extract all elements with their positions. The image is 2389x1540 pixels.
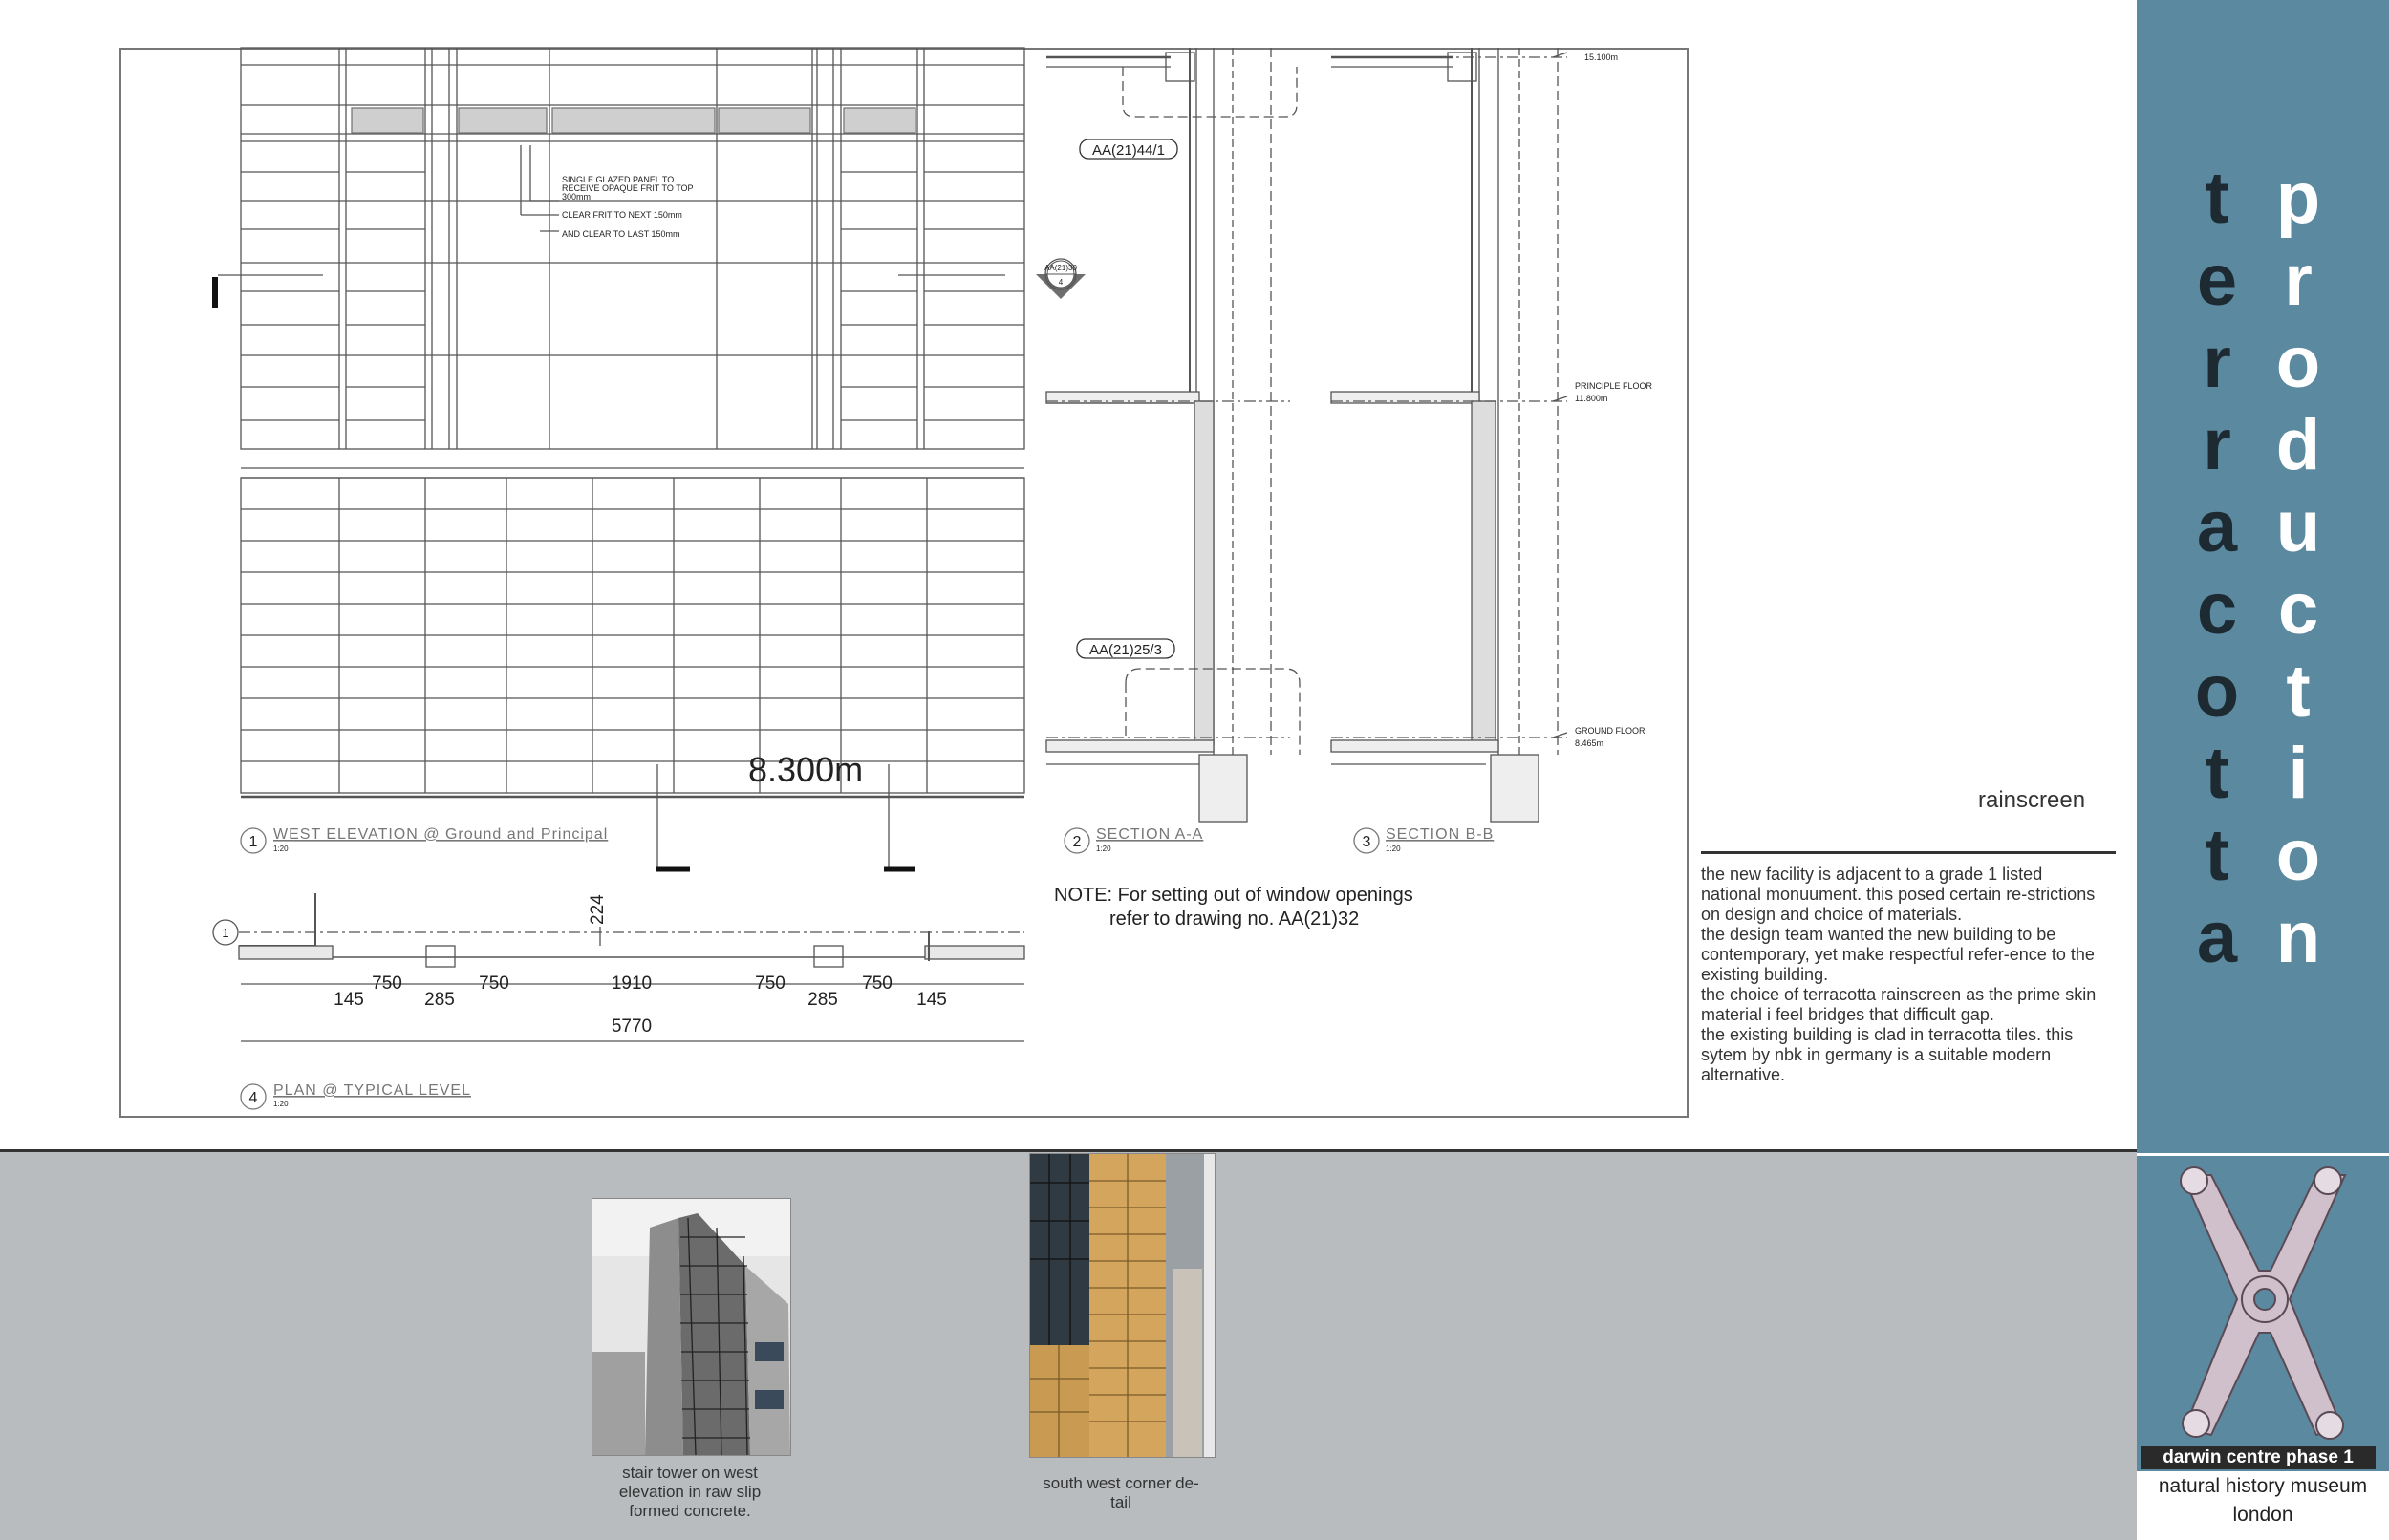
level-2-value: 11.800m — [1575, 394, 1608, 403]
plan-dim-3: 1910 — [611, 973, 653, 994]
section-b — [1331, 48, 1567, 822]
production-letter: i — [2288, 733, 2309, 814]
production-letter: p — [2275, 158, 2321, 239]
note-line-1: NOTE: For setting out of window openings — [1054, 885, 1413, 906]
photo-1-caption-line-3: formed concrete. — [629, 1502, 751, 1520]
section-a-title: SECTION A-A — [1096, 826, 1204, 843]
plan-dim-5: 750 — [862, 973, 893, 994]
annotation-line-3: 300mm — [562, 192, 592, 202]
project-name: darwin centre phase 1 — [2141, 1446, 2376, 1469]
elevation-title: WEST ELEVATION @ Ground and Principal — [273, 826, 609, 843]
title-word-production — [2270, 158, 2327, 979]
photo-2-caption-line-2: tail — [1110, 1493, 1131, 1511]
photo-1-caption — [590, 1464, 790, 1521]
spider-bracket-icon — [2137, 1156, 2389, 1443]
section-b-title: SECTION B-B — [1386, 826, 1495, 843]
annotation-line-1: SINGLE GLAZED PANEL TO — [562, 175, 675, 184]
section-b-scale: 1:20 — [1386, 845, 1401, 853]
terracotta-letter: a — [2196, 486, 2238, 567]
elevation-number: 1 — [248, 834, 258, 850]
plan-dim-small-4: 145 — [916, 990, 947, 1010]
production-letter: t — [2286, 651, 2311, 732]
photo-1-caption-line-1: stair tower on west — [622, 1464, 758, 1482]
client-name: natural history museum — [2158, 1475, 2368, 1497]
section-heading: rainscreen — [1978, 787, 2086, 813]
description-text — [1701, 865, 2102, 1085]
description-paragraph-1: the new facility is adjacent to a grade 1 listed national monuument. this posed certain re-strictions on design and choice of materials. — [1701, 865, 2096, 924]
plan-dim-small-2: 285 — [424, 990, 455, 1010]
plan-number: 4 — [248, 1090, 258, 1106]
production-letter: r — [2284, 240, 2313, 321]
plan-dim-small-3: 285 — [807, 990, 838, 1010]
section-b-number: 3 — [1362, 834, 1371, 850]
production-letter: o — [2275, 322, 2321, 403]
plan-dim-2: 750 — [479, 973, 509, 994]
plan-vertical-dim: 224 — [588, 894, 608, 925]
elevation-scale: 1:20 — [273, 845, 289, 853]
terracotta-letter: t — [2205, 815, 2229, 896]
terracotta-letter: e — [2196, 240, 2238, 321]
plan-dim-1: 750 — [372, 973, 402, 994]
level-2-label: PRINCIPLE FLOOR — [1575, 381, 1653, 391]
west-elevation — [215, 48, 1024, 869]
south-west-corner-photo — [1029, 1153, 1216, 1458]
section-a — [1046, 48, 1300, 822]
project-location: london — [2232, 1504, 2293, 1526]
production-letter: d — [2275, 404, 2321, 485]
annotation-line-4: CLEAR FRIT TO NEXT 150mm — [562, 210, 682, 220]
terracotta-letter: c — [2196, 568, 2238, 650]
photo-1-caption-line-2: elevation in raw slip — [618, 1483, 762, 1501]
production-letter: n — [2275, 897, 2321, 978]
terracotta-letter: t — [2205, 158, 2229, 239]
plan-total: 5770 — [611, 1016, 653, 1037]
ref-tag-3-top: AA(21)30 — [1044, 264, 1077, 272]
description-paragraph-3: the choice of terracotta rainscreen as the prime skin material i feel bridges that difficult gap. — [1701, 985, 2097, 1024]
level-marker: 8.300m — [748, 750, 864, 789]
terracotta-letter: t — [2205, 733, 2229, 814]
project-info — [2137, 1471, 2389, 1540]
plan-scale: 1:20 — [273, 1100, 289, 1108]
grid-marker: 1 — [222, 926, 229, 940]
terracotta-letter: o — [2194, 651, 2240, 732]
terracotta-letter: a — [2196, 897, 2238, 978]
title-word-terracotta — [2188, 158, 2246, 979]
section-a-number: 2 — [1072, 834, 1082, 850]
production-letter: c — [2277, 568, 2319, 650]
terracotta-letter: r — [2203, 322, 2231, 403]
section-a-scale: 1:20 — [1096, 845, 1111, 853]
annotation-line-5: AND CLEAR TO LAST 150mm — [562, 229, 680, 239]
description-paragraph-4: the existing building is clad in terracotta tiles. this sytem by nbk in germany is a suitable modern alternative. — [1701, 1025, 2074, 1084]
heading-rule — [1701, 851, 2116, 854]
note-line-2: refer to drawing no. AA(21)32 — [1109, 909, 1360, 930]
plan-dim-small-1: 145 — [334, 990, 364, 1010]
photo-2-caption-line-1: south west corner de- — [1043, 1474, 1199, 1492]
ref-tag-3-bottom: 4 — [1058, 278, 1064, 287]
plan-title: PLAN @ TYPICAL LEVEL — [273, 1082, 471, 1099]
annotation-line-2: RECEIVE OPAQUE FRIT TO TOP — [562, 183, 694, 193]
level-3-label: GROUND FLOOR — [1575, 726, 1646, 736]
plan-dim-4: 750 — [755, 973, 786, 994]
stair-tower-photo — [592, 1198, 791, 1456]
ref-tag-1: AA(21)44/1 — [1092, 142, 1165, 159]
production-letter: o — [2275, 815, 2321, 896]
level-3-value: 8.465m — [1575, 738, 1604, 748]
description-paragraph-2: the design team wanted the new building to be contemporary, yet make respectful refer-ence to the existing building. — [1701, 925, 2095, 984]
photo-2-caption — [1021, 1474, 1221, 1512]
ref-tag-2: AA(21)25/3 — [1089, 642, 1162, 658]
terracotta-letter: r — [2203, 404, 2231, 485]
level-1-label: 15.100m — [1584, 53, 1619, 62]
production-letter: u — [2275, 486, 2321, 567]
